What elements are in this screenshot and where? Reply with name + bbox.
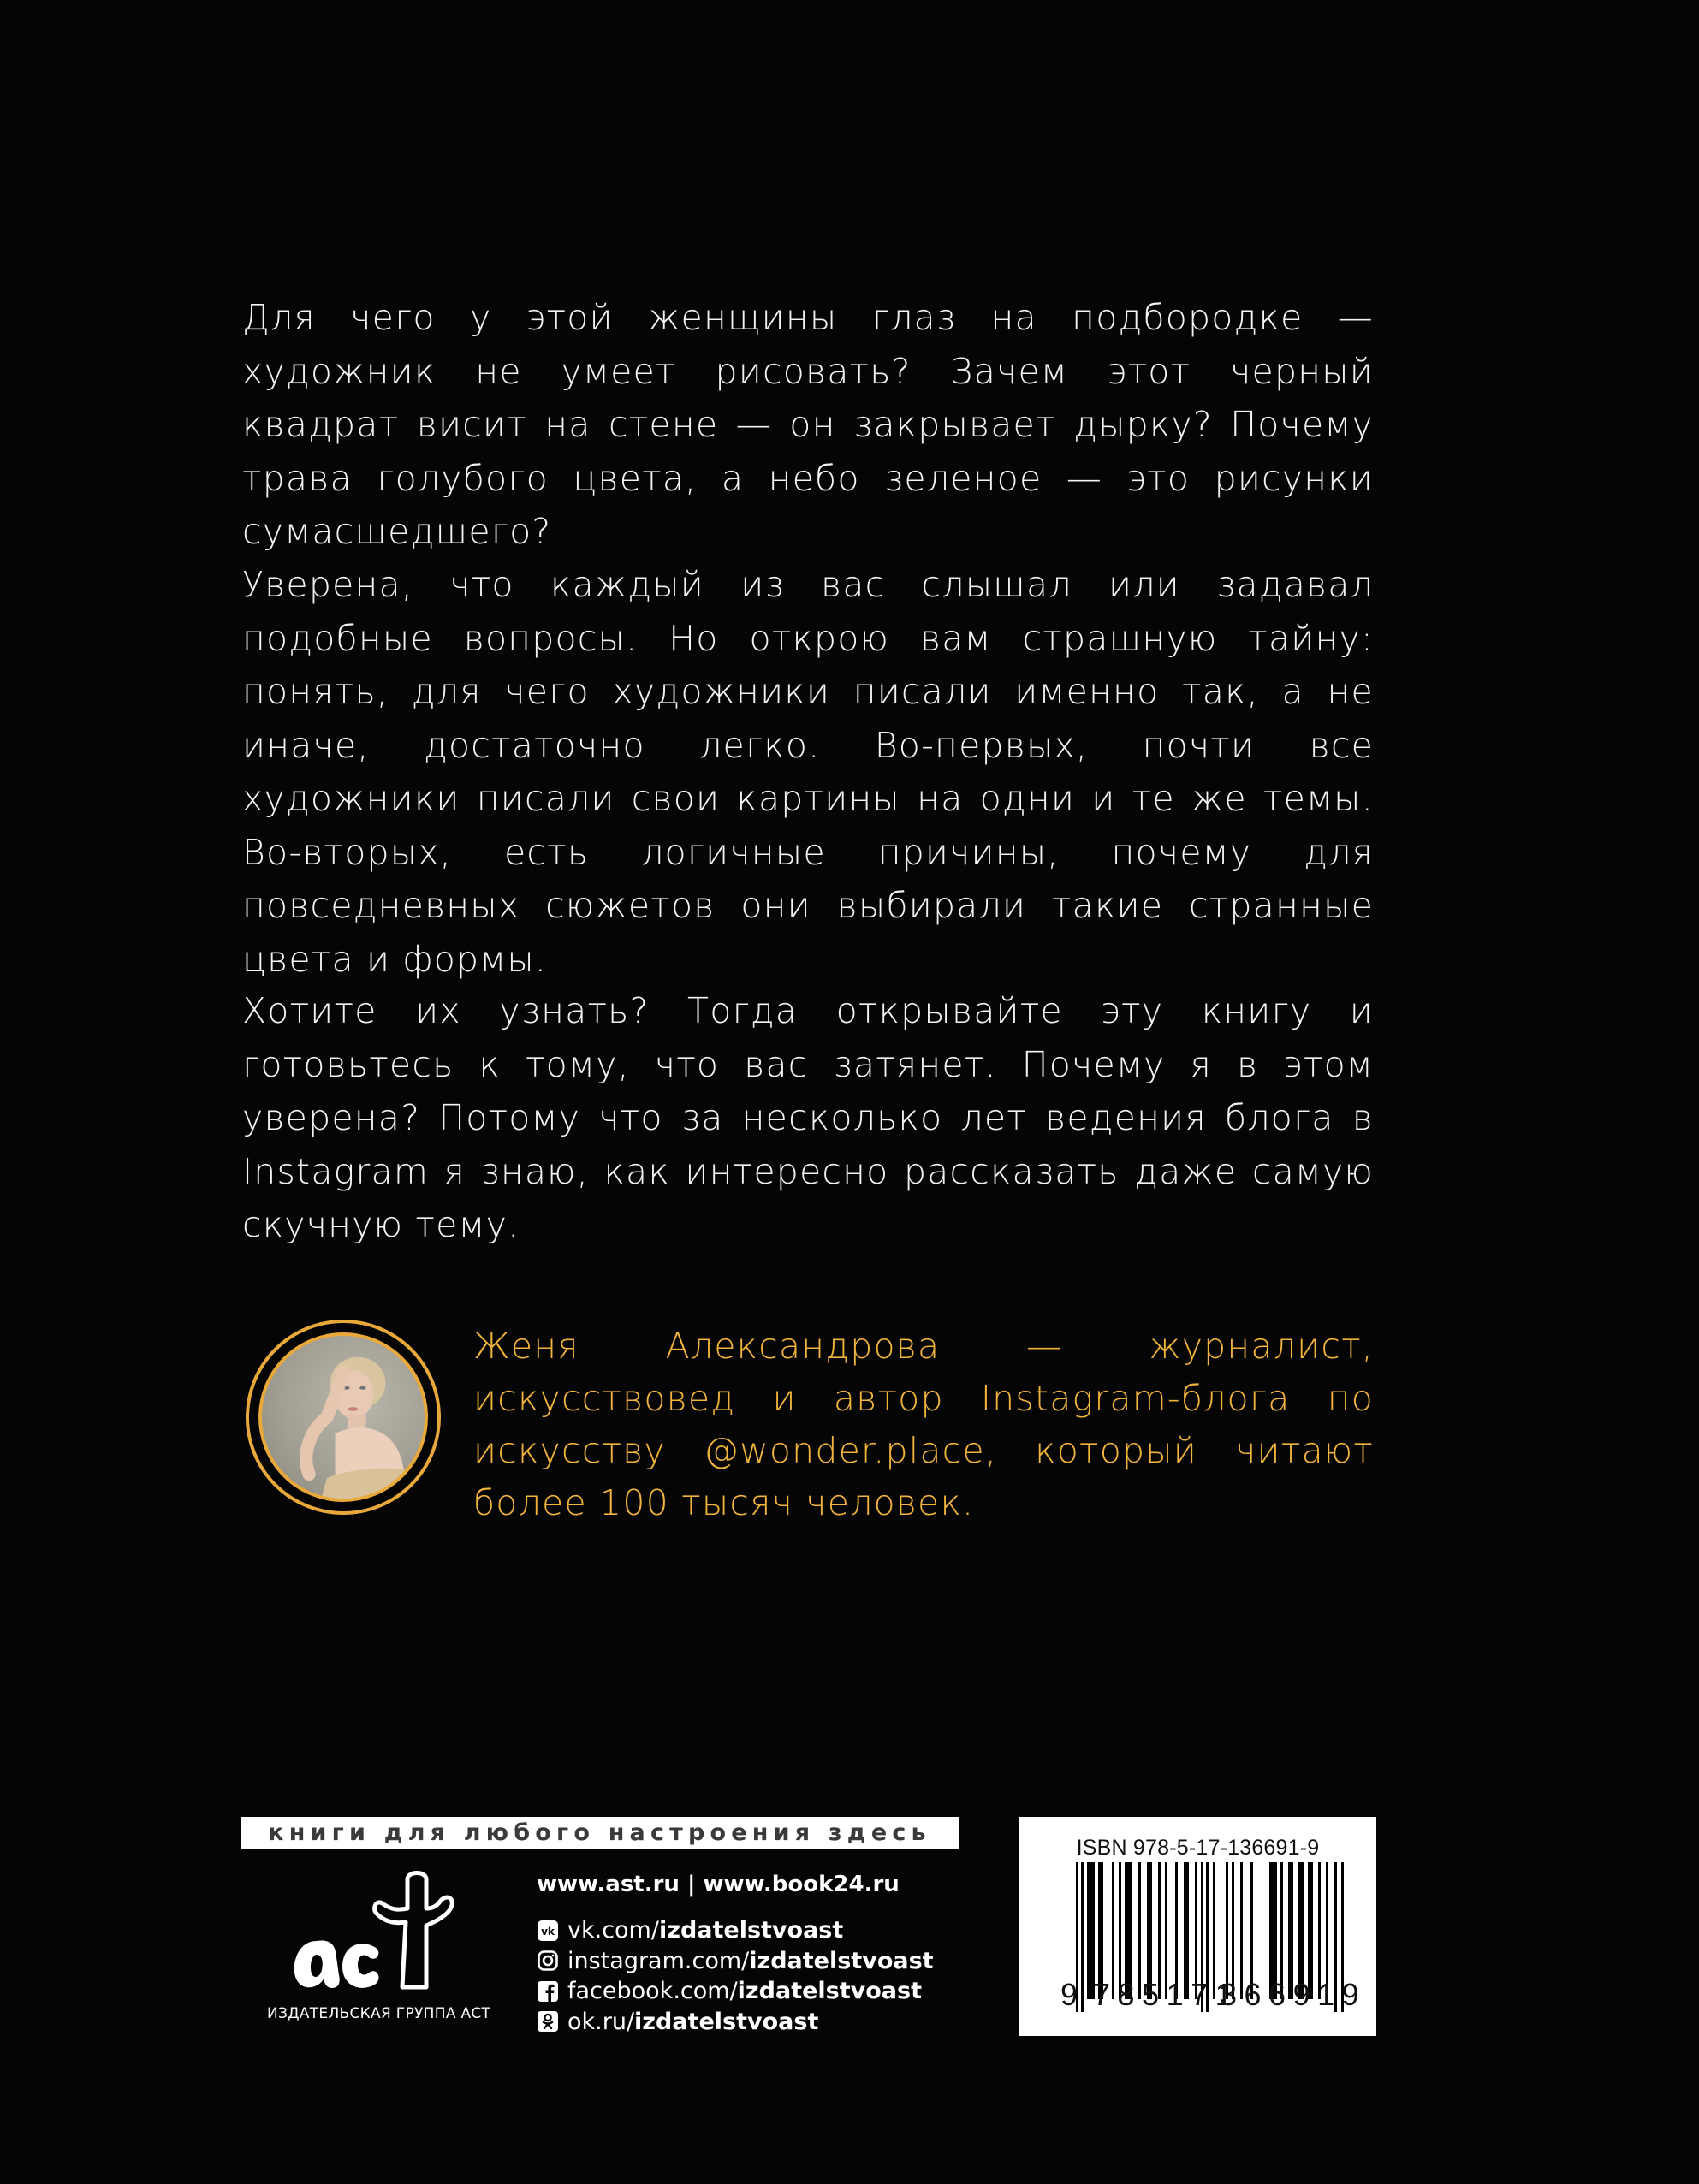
social-link-facebook[interactable] [537, 1976, 934, 2007]
social-link-prefix: vk.com/ [567, 1917, 659, 1944]
social-link-prefix: facebook.com/ [567, 1978, 738, 2005]
slogan-text: книги для любого настроения здесь [268, 1819, 931, 1846]
instagram-icon [537, 1950, 559, 1972]
facebook-icon [537, 1980, 559, 2003]
svg-text:vk: vk [541, 1925, 555, 1938]
social-link-prefix: ok.ru/ [567, 2008, 635, 2035]
social-link-odnoklassniki[interactable] [537, 2007, 934, 2038]
barcode-digit-first: 9 [1060, 1977, 1085, 2012]
description-paragraph-3: Хотите их узнать? Тогда открывайте эту книгу и готовьтесь к тому, что вас затянет. Почему я в этом уверена? Потому что за несколько лет ведения блога в Instagram я знаю, как интересно рассказать даже самую скучную тему. [242, 990, 1374, 1245]
author-avatar [246, 1320, 441, 1515]
social-link-handle: izdatelstvoast [737, 1978, 922, 2005]
publisher-caption: ИЗДАТЕЛЬСКАЯ ГРУППА АСТ [267, 2005, 491, 2022]
social-link-handle: izdatelstvoast [634, 2008, 819, 2035]
vk-icon [537, 1920, 559, 1942]
publisher-links [537, 1870, 934, 2037]
social-link-vk[interactable] [537, 1915, 934, 1946]
publisher-logo [282, 1866, 479, 1994]
isbn-label: ISBN 978-5-17-136691-9 [1076, 1836, 1320, 1860]
description-paragraph-2: Уверена, что каждый из вас слышал или задавал подобные вопросы. Но открою вам страшную тайну: понять, для чего художники писали именно так, а не иначе, достаточно легко. Во-первых, почти все художники писали свои картины на одни и те же темы. Во-вторых, есть логичные причины, почему для повседневных сюжетов они выбирали такие странные цвета и формы. [242, 564, 1374, 980]
ast-logo-icon [282, 1866, 479, 1994]
barcode-digits-left: 785171 [1093, 1977, 1240, 2012]
odnoklassniki-icon [537, 2010, 559, 2033]
social-link-handle: izdatelstvoast [749, 1947, 934, 1974]
website-links[interactable]: www.ast.ru | www.book24.ru [537, 1872, 900, 1897]
slogan-banner [241, 1817, 959, 1849]
description-paragraph-1: Для чего у этой женщины глаз на подбородке — художник не умеет рисовать? Зачем этот черный квадрат висит на стене — он закрывает дырку? Почему трава голубого цвета, а небо зеленое — это рисунки сумасшедшего? [242, 297, 1374, 552]
social-link-instagram[interactable] [537, 1946, 934, 1977]
author-bio: Женя Александрова — журналист, искусствовед и автор Instagram-блога по искусству @wonder.place, который читают более 100 тысяч человек. [473, 1326, 1374, 1523]
barcode-digits-right: 366919 [1220, 1977, 1367, 2012]
social-link-prefix: instagram.com/ [567, 1947, 750, 1974]
isbn-barcode [1019, 1817, 1376, 2036]
author-photo [258, 1332, 428, 1502]
portrait-illustration-icon [262, 1336, 425, 1499]
social-link-handle: izdatelstvoast [658, 1917, 844, 1944]
